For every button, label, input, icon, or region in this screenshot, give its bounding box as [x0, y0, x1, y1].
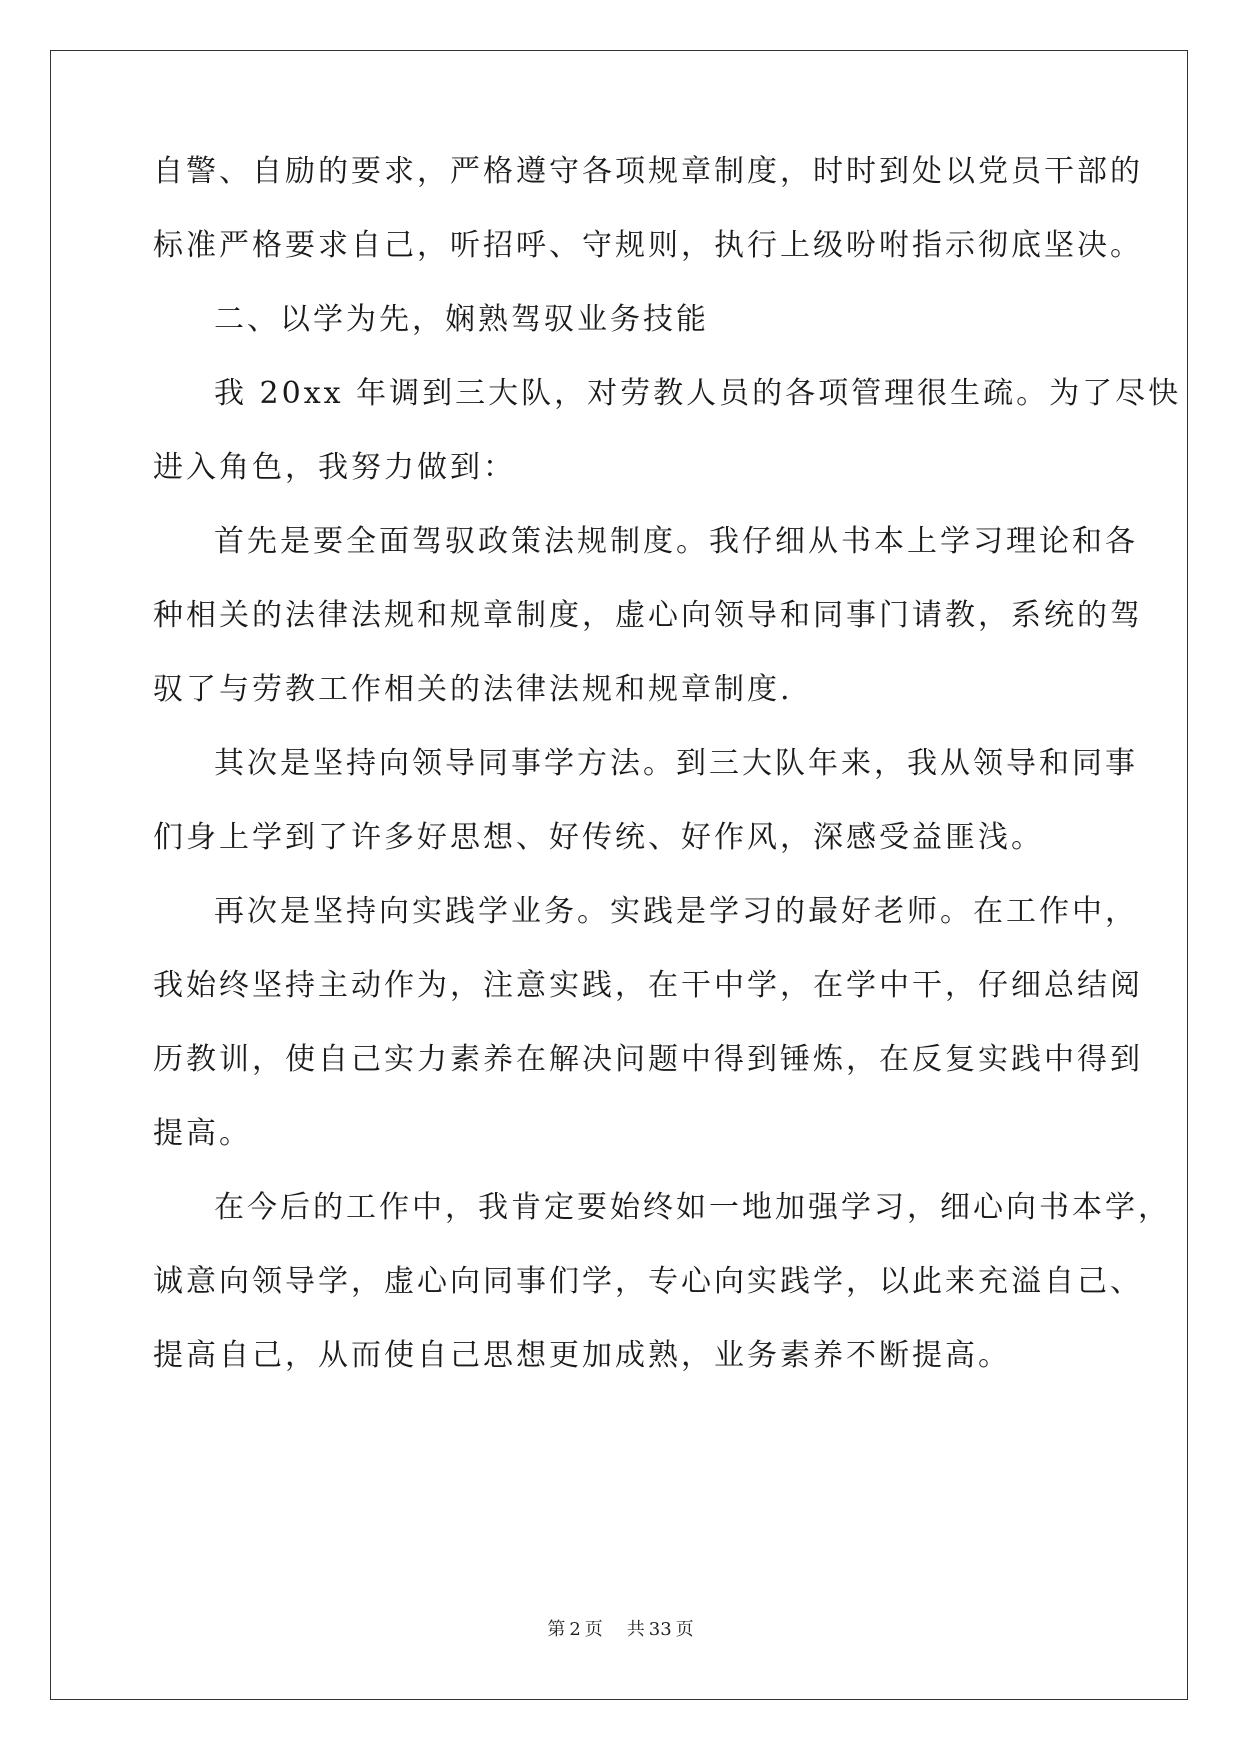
page-footer [0, 1618, 1241, 1642]
page-border [50, 50, 1188, 1700]
total-label: 共 [626, 1619, 645, 1640]
page-total: 33 [648, 1619, 672, 1640]
body-line: 历教训，使自己实力素养在解决问题中得到锤炼，在反复实践中得到 [153, 1042, 1143, 1077]
body-line: 们身上学到了许多好思想、好传统、好作风，深感受益匪浅。 [153, 820, 1044, 855]
body-line: 诚意向领导学，虚心向同事们学，专心向实践学，以此来充溢自己、 [153, 1264, 1143, 1299]
body-line: 我 20xx 年调到三大队，对劳教人员的各项管理很生疏。为了尽快 [214, 376, 1182, 411]
body-line: 再次是坚持向实践学业务。实践是学习的最好老师。在工作中， [214, 894, 1138, 929]
body-line: 提高自己，从而使自己思想更加成熟，业务素养不断提高。 [153, 1338, 1011, 1373]
body-line: 提高。 [153, 1116, 252, 1151]
page-label: 第 [547, 1619, 566, 1640]
total-unit: 页 [675, 1619, 694, 1640]
page-unit: 页 [584, 1619, 603, 1640]
body-line: 自警、自励的要求，严格遵守各项规章制度，时时到处以党员干部的 [153, 154, 1143, 189]
body-line: 我始终坚持主动作为，注意实践，在干中学，在学中干，仔细总结阅 [153, 968, 1143, 1003]
body-line: 驭了与劳教工作相关的法律法规和规章制度. [153, 672, 793, 707]
body-line: 其次是坚持向领导同事学方法。到三大队年来，我从领导和同事 [214, 746, 1138, 781]
page-current: 2 [569, 1619, 581, 1640]
body-line: 首先是要全面驾驭政策法规制度。我仔细从书本上学习理论和各 [214, 524, 1138, 559]
section-heading: 二、以学为先，娴熟驾驭业务技能 [214, 302, 709, 337]
body-line: 标准严格要求自己，听招呼、守规则，执行上级吩咐指示彻底坚决。 [153, 228, 1143, 263]
body-line: 进入角色，我努力做到： [153, 450, 516, 485]
body-line: 在今后的工作中，我肯定要始终如一地加强学习，细心向书本学， [214, 1190, 1171, 1225]
body-line: 种相关的法律法规和规章制度，虚心向领导和同事门请教，系统的驾 [153, 598, 1143, 633]
